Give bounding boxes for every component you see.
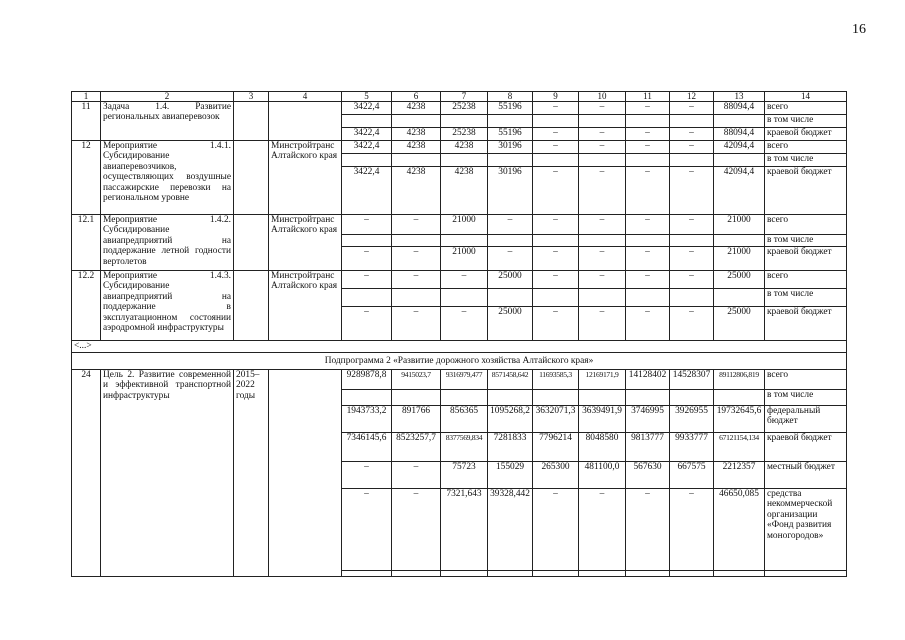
value-cell: 25000 <box>714 307 765 341</box>
value-cell: 667575 <box>670 462 714 489</box>
value-cell: 19732645,6 <box>714 406 765 433</box>
value-cell: – <box>579 271 626 289</box>
value-cell: 42094,4 <box>714 167 765 215</box>
header-cell: 13 <box>714 92 765 102</box>
value-cell: – <box>533 489 579 571</box>
value-cell: 11693585,3 <box>533 370 579 390</box>
source-label: всего <box>765 102 847 115</box>
value-cell: 9316979,477 <box>441 370 488 390</box>
value-cell: 4238 <box>441 167 488 215</box>
value-cell: 55196 <box>488 102 533 115</box>
value-cell: 42094,4 <box>714 141 765 154</box>
source-label: в том числе <box>765 390 847 406</box>
source-label: местный бюджет <box>765 462 847 489</box>
row-name: Мероприятие 1.4.2. Субсидирование авиапредприятий на поддержание летной годности вертолетов <box>101 215 234 271</box>
value-cell: 4238 <box>392 128 441 141</box>
value-cell: 25238 <box>441 102 488 115</box>
value-cell: – <box>441 271 488 289</box>
value-cell: – <box>392 215 441 235</box>
value-cell: 25000 <box>488 307 533 341</box>
value-cell: – <box>533 102 579 115</box>
source-label: в том числе <box>765 154 847 167</box>
subprogram-row <box>72 353 847 370</box>
value-cell: – <box>670 489 714 571</box>
value-cell: – <box>533 128 579 141</box>
value-cell: 25238 <box>441 128 488 141</box>
value-cell: – <box>670 271 714 289</box>
period-cell: 2015–2022 годы <box>234 370 269 577</box>
value-cell: – <box>392 489 441 571</box>
value-cell: – <box>342 462 392 489</box>
value-cell: 4238 <box>392 141 441 154</box>
value-cell: 7281833 <box>488 433 533 462</box>
value-cell: 21000 <box>441 247 488 271</box>
value-cell: 88094,4 <box>714 102 765 115</box>
value-cell: 7321,643 <box>441 489 488 571</box>
value-cell: 8377569,834 <box>441 433 488 462</box>
table-row <box>72 215 847 235</box>
row-number: 12 <box>72 141 101 215</box>
value-cell: – <box>579 307 626 341</box>
value-cell: 21000 <box>714 247 765 271</box>
source-label: всего <box>765 215 847 235</box>
header-cell: 8 <box>488 92 533 102</box>
header-cell: 14 <box>765 92 847 102</box>
value-cell: – <box>488 247 533 271</box>
value-cell: – <box>533 271 579 289</box>
value-cell: – <box>626 271 670 289</box>
executor-cell <box>269 370 342 577</box>
value-cell: 55196 <box>488 128 533 141</box>
value-cell: 14128402 <box>626 370 670 390</box>
value-cell: 75723 <box>441 462 488 489</box>
value-cell: – <box>626 102 670 115</box>
value-cell: – <box>533 247 579 271</box>
value-cell: – <box>533 167 579 215</box>
header-cell: 6 <box>392 92 441 102</box>
source-label: краевой бюджет <box>765 128 847 141</box>
value-cell: – <box>670 167 714 215</box>
value-cell: 14528307 <box>670 370 714 390</box>
header-cell: 9 <box>533 92 579 102</box>
row-name: Задача 1.4. Развитие региональных авиаперевозок <box>101 102 234 141</box>
header-cell: 12 <box>670 92 714 102</box>
row-name: Цель 2. Развитие современной и эффективной транспортной инфраструктуры <box>101 370 234 577</box>
row-name: Мероприятие 1.4.1. Субсидирование авиаперевозчиков, осуществляющих воздушные пассажирские перевозки на региональном уровне <box>101 141 234 215</box>
value-cell: 3926955 <box>670 406 714 433</box>
header-cell: 5 <box>342 92 392 102</box>
source-label: краевой бюджет <box>765 433 847 462</box>
value-cell: – <box>626 167 670 215</box>
value-cell: 21000 <box>714 215 765 235</box>
value-cell: 3632071,3 <box>533 406 579 433</box>
value-cell: – <box>579 489 626 571</box>
value-cell: 891766 <box>392 406 441 433</box>
value-cell: 481100,0 <box>579 462 626 489</box>
value-cell: – <box>626 489 670 571</box>
source-label: в том числе <box>765 115 847 128</box>
value-cell: 9933777 <box>670 433 714 462</box>
value-cell: – <box>670 141 714 154</box>
header-cell: 7 <box>441 92 488 102</box>
value-cell: 3422,4 <box>342 128 392 141</box>
value-cell: 39328,442 <box>488 489 533 571</box>
value-cell: 21000 <box>441 215 488 235</box>
value-cell: – <box>392 307 441 341</box>
value-cell: 3422,4 <box>342 141 392 154</box>
value-cell: – <box>342 247 392 271</box>
row-number: 11 <box>72 102 101 141</box>
row-number: 24 <box>72 370 101 577</box>
value-cell: 7346145,6 <box>342 433 392 462</box>
value-cell: – <box>392 271 441 289</box>
row-name: Мероприятие 1.4.3. Субсидирование авиапредприятий на поддержание в эксплуатационном состоянии аэродромной инфраструктуры <box>101 271 234 341</box>
program-table <box>71 91 847 577</box>
value-cell: – <box>626 247 670 271</box>
value-cell: – <box>579 102 626 115</box>
value-cell: 856365 <box>441 406 488 433</box>
value-cell: 12169171,9 <box>579 370 626 390</box>
executor-cell: Минстройтранс Алтайского края <box>269 141 342 215</box>
value-cell: – <box>342 215 392 235</box>
value-cell: 9813777 <box>626 433 670 462</box>
value-cell: – <box>670 307 714 341</box>
value-cell: 567630 <box>626 462 670 489</box>
source-label: в том числе <box>765 289 847 307</box>
value-cell: 155029 <box>488 462 533 489</box>
value-cell: 88094,4 <box>714 128 765 141</box>
value-cell: – <box>579 141 626 154</box>
header-cell: 1 <box>72 92 101 102</box>
value-cell: – <box>488 215 533 235</box>
value-cell: 1095268,2 <box>488 406 533 433</box>
table-row <box>72 141 847 154</box>
ellipsis-row <box>72 341 847 353</box>
source-label: краевой бюджет <box>765 247 847 271</box>
value-cell: 25000 <box>714 271 765 289</box>
value-cell: – <box>670 102 714 115</box>
value-cell: – <box>441 307 488 341</box>
value-cell: 3746995 <box>626 406 670 433</box>
period-cell <box>234 271 269 341</box>
value-cell: 9415023,7 <box>392 370 441 390</box>
value-cell: – <box>392 247 441 271</box>
table-row <box>72 370 847 390</box>
value-cell: 9289878,8 <box>342 370 392 390</box>
source-label: федеральный бюджет <box>765 406 847 433</box>
row-number: 12.2 <box>72 271 101 341</box>
value-cell: 4238 <box>441 141 488 154</box>
value-cell: – <box>579 167 626 215</box>
value-cell: – <box>392 462 441 489</box>
value-cell: – <box>670 128 714 141</box>
value-cell: – <box>579 215 626 235</box>
value-cell: – <box>626 128 670 141</box>
value-cell: – <box>670 215 714 235</box>
value-cell: 265300 <box>533 462 579 489</box>
value-cell: – <box>579 128 626 141</box>
row-number: 12.1 <box>72 215 101 271</box>
value-cell: 4238 <box>392 167 441 215</box>
header-row <box>72 92 847 102</box>
value-cell: 25000 <box>488 271 533 289</box>
value-cell: 30196 <box>488 141 533 154</box>
source-label: всего <box>765 141 847 154</box>
value-cell: 8571458,642 <box>488 370 533 390</box>
value-cell: 4238 <box>392 102 441 115</box>
value-cell: 3422,4 <box>342 167 392 215</box>
header-cell: 4 <box>269 92 342 102</box>
source-label: в том числе <box>765 235 847 247</box>
source-label: краевой бюджет <box>765 167 847 215</box>
value-cell: – <box>533 307 579 341</box>
value-cell: – <box>626 215 670 235</box>
source-label: средства некоммерческой организации «Фонд развития моногородов» <box>765 489 847 571</box>
period-cell <box>234 215 269 271</box>
value-cell: 1943733,2 <box>342 406 392 433</box>
page-number: 16 <box>852 22 866 37</box>
value-cell: 7796214 <box>533 433 579 462</box>
value-cell: 30196 <box>488 167 533 215</box>
header-cell: 2 <box>101 92 234 102</box>
value-cell: – <box>670 247 714 271</box>
subprogram-title: Подпрограмма 2 «Развитие дорожного хозяйства Алтайского края» <box>72 353 847 370</box>
header-cell: 3 <box>234 92 269 102</box>
source-label: всего <box>765 370 847 390</box>
value-cell: – <box>579 247 626 271</box>
table-row <box>72 271 847 289</box>
value-cell: – <box>626 141 670 154</box>
table-row <box>72 102 847 115</box>
value-cell: 3422,4 <box>342 102 392 115</box>
source-label: всего <box>765 271 847 289</box>
source-label: краевой бюджет <box>765 307 847 341</box>
period-cell <box>234 141 269 215</box>
value-cell: 2212357 <box>714 462 765 489</box>
value-cell: 89112806,819 <box>714 370 765 390</box>
ellipsis: <...> <box>72 341 847 353</box>
executor-cell <box>269 102 342 141</box>
value-cell: – <box>533 215 579 235</box>
value-cell: – <box>342 271 392 289</box>
value-cell: 67121154,134 <box>714 433 765 462</box>
value-cell: 46650,085 <box>714 489 765 571</box>
executor-cell: Минстройтранс Алтайского края <box>269 215 342 271</box>
value-cell: – <box>342 489 392 571</box>
value-cell: 8523257,7 <box>392 433 441 462</box>
header-cell: 11 <box>626 92 670 102</box>
value-cell: – <box>533 141 579 154</box>
executor-cell: Минстройтранс Алтайского края <box>269 271 342 341</box>
value-cell: – <box>342 307 392 341</box>
period-cell <box>234 102 269 141</box>
header-cell: 10 <box>579 92 626 102</box>
value-cell: 3639491,9 <box>579 406 626 433</box>
value-cell: – <box>626 307 670 341</box>
value-cell: 8048580 <box>579 433 626 462</box>
